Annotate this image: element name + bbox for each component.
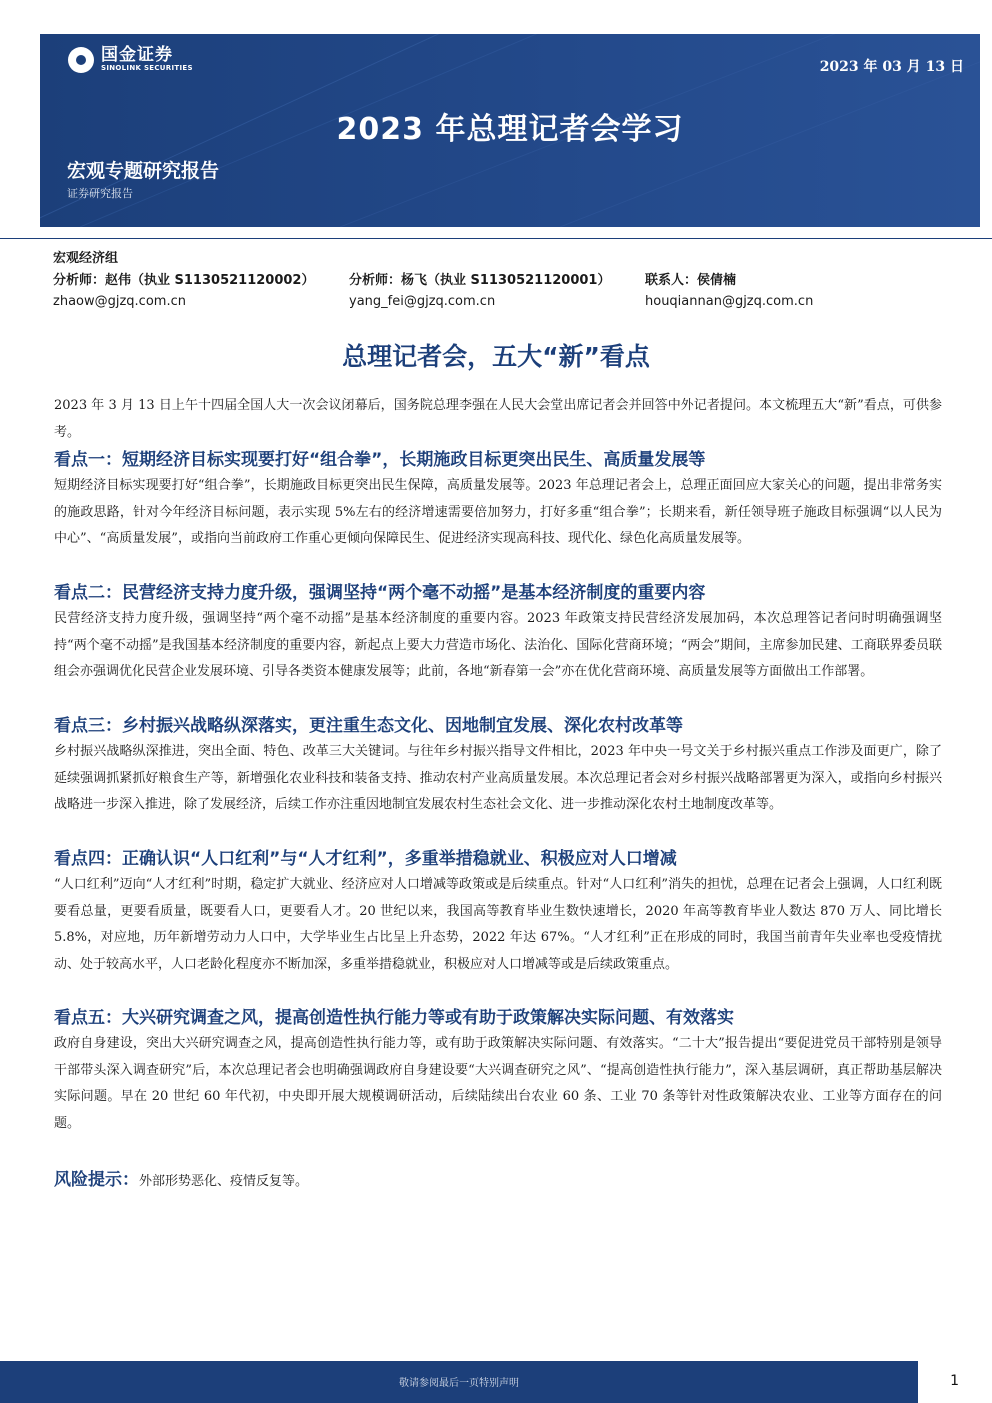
team-group [53,249,118,269]
section-4-heading: 看点四：正确认识“人口红利”与“人才红利”，多重举措稳就业、积极应对人口增减 [54,849,677,869]
contact-hou [645,270,813,312]
contact-email[interactable]: houqiannan@gjzq.com.cn [645,294,814,309]
analyst-email[interactable]: zhaow@gjzq.com.cn [53,294,186,309]
report-subtype: 证券研究报告 [67,187,133,200]
report-banner [40,34,980,227]
contact-name: 联系人：侯倩楠 [645,273,737,288]
analyst-yang [349,270,610,312]
analyst-zhao [53,270,314,312]
section-1-text: 短期经济目标实现要打好“组合拳”，长期施政目标更突出民生保障，高质量发展等。2023 年总理记者会上，总理正面回应大家关心的问题，提出非常务实的施政思路，针对今年经济目标问题，表示实现 5%左右的经济增速需要倍加努力，打好多重“组合拳”；长期来看，新任领导班子施政目标强调“以人民为中心”、“高质量发展”，或指向当前政府工作重心更倾向保障民生、促进经济实现高科技、现代化、绿色化高质量发展等。 [54,478,942,546]
section-5-heading: 看点五：大兴研究调查之风，提高创造性执行能力等或有助于政策解决实际问题、有效落实 [54,1008,734,1028]
section-4-text: “人口红利”迈向“人才红利”时期，稳定扩大就业、经济应对人口增减等政策或是后续重点。针对“人口红利”消失的担忧，总理在记者会上强调，人口红利既要看总量，更要看质量，既要看人口，更要看人才。20 世纪以来，我国高等教育毕业生数快速增长，2020 年高等教育毕业人数达 870 万人、同比增长 5.8%，对应地，历年新增劳动力人口中，大学毕业生占比呈上升态势，2022 年达 67%。“人才红利”正在形成的同时，我国当前青年失业率也受疫情扰动、处于较高水平，人口老龄化程度亦不断加深，多重举措稳就业，积极应对人口增减等或是后续政策重点。 [54,877,942,972]
section-2-text: 民营经济支持力度升级，强调坚持“两个毫不动摇”是基本经济制度的重要内容。2023 年政策支持民营经济发展加码，本次总理答记者问时明确强调坚持“两个毫不动摇”是我国基本经济制度的重要内容，新起点上要大力营造市场化、法治化、国际化营商环境；“两会”期间，主席参加民建、工商联界委员联组会亦强调优化民营企业发展环境、引导各类资本健康发展等；此前，各地“新春第一会”亦在优化营商环境、高质量发展等方面做出工作部署。 [54,611,942,679]
risk-label: 风险提示： [54,1170,139,1190]
intro-paragraph: 2023 年 3 月 13 日上午十四届全国人大一次会议闭幕后，国务院总理李强在人民大会堂出席记者会并回答中外记者提问。本文梳理五大“新”看点，可供参考。 [54,398,942,440]
main-title: 总理记者会，五大“新”看点 [342,342,650,371]
section-3-text: 乡村振兴战略纵深推进，突出全面、特色、改革三大关键词。与往年乡村振兴指导文件相比，2023 年中央一号文关于乡村振兴重点工作涉及面更广，除了延续强调抓紧抓好粮食生产等，新增强化农业科技和装备支持、推动农村产业高质量发展。本次总理记者会对乡村振兴战略部署更为深入，或指向乡村振兴战略进一步深入推进，除了发展经济，后续工作亦注重因地制宜发展农村生态社会文化、进一步推动深化农村土地制度改革等。 [54,744,942,812]
risk-note [54,1168,308,1194]
report-title: 2023 年总理记者会学习 [336,112,684,147]
section-3-heading: 看点三：乡村振兴战略纵深落实，更注重生态文化、因地制宜发展、深化农村改革等 [54,716,683,736]
analyst-name: 分析师：杨飞（执业 S1130521120001） [349,273,611,288]
report-type: 宏观专题研究报告 [67,160,220,182]
section-1-heading: 看点一：短期经济目标实现要打好“组合拳”，长期施政目标更突出民生、高质量发展等 [54,450,706,470]
company-logo [68,46,193,73]
logo-icon [68,47,94,73]
page-number: 1 [950,1373,959,1389]
logo-name-en: SINOLINK SECURITIES [101,64,193,72]
logo-name-cn: 国金证券 [101,45,173,65]
analyst-email[interactable]: yang_fei@gjzq.com.cn [349,294,496,309]
risk-text: 外部形势恶化、疫情反复等。 [139,1174,309,1189]
footer-disclaimer: 敬请参阅最后一页特别声明 [399,1378,519,1389]
section-5-text: 政府自身建设，突出大兴研究调查之风，提高创造性执行能力等，或有助于政策解决实际问题、有效落实。“二十大”报告提出“要促进党员干部特别是领导干部带头深入调查研究”后，本次总理记者会也明确强调政府自身建设要“大兴调查研究之风”、“提高创造性执行能力”，深入基层调研，真正帮助基层解决实际问题。早在 20 世纪 60 年代初，中央即开展大规模调研活动，后续陆续出台农业 60 条、工业 70 条等针对性政策解决农业、工业等方面存在的问题。 [54,1036,942,1131]
report-date: 2023 年 03 月 13 日 [819,59,964,75]
section-2-heading: 看点二：民营经济支持力度升级，强调坚持“两个毫不动摇”是基本经济制度的重要内容 [54,583,706,603]
analyst-name: 分析师：赵伟（执业 S1130521120002） [53,273,315,288]
team-group-name: 宏观经济组 [53,251,119,266]
header-divider [0,238,992,239]
